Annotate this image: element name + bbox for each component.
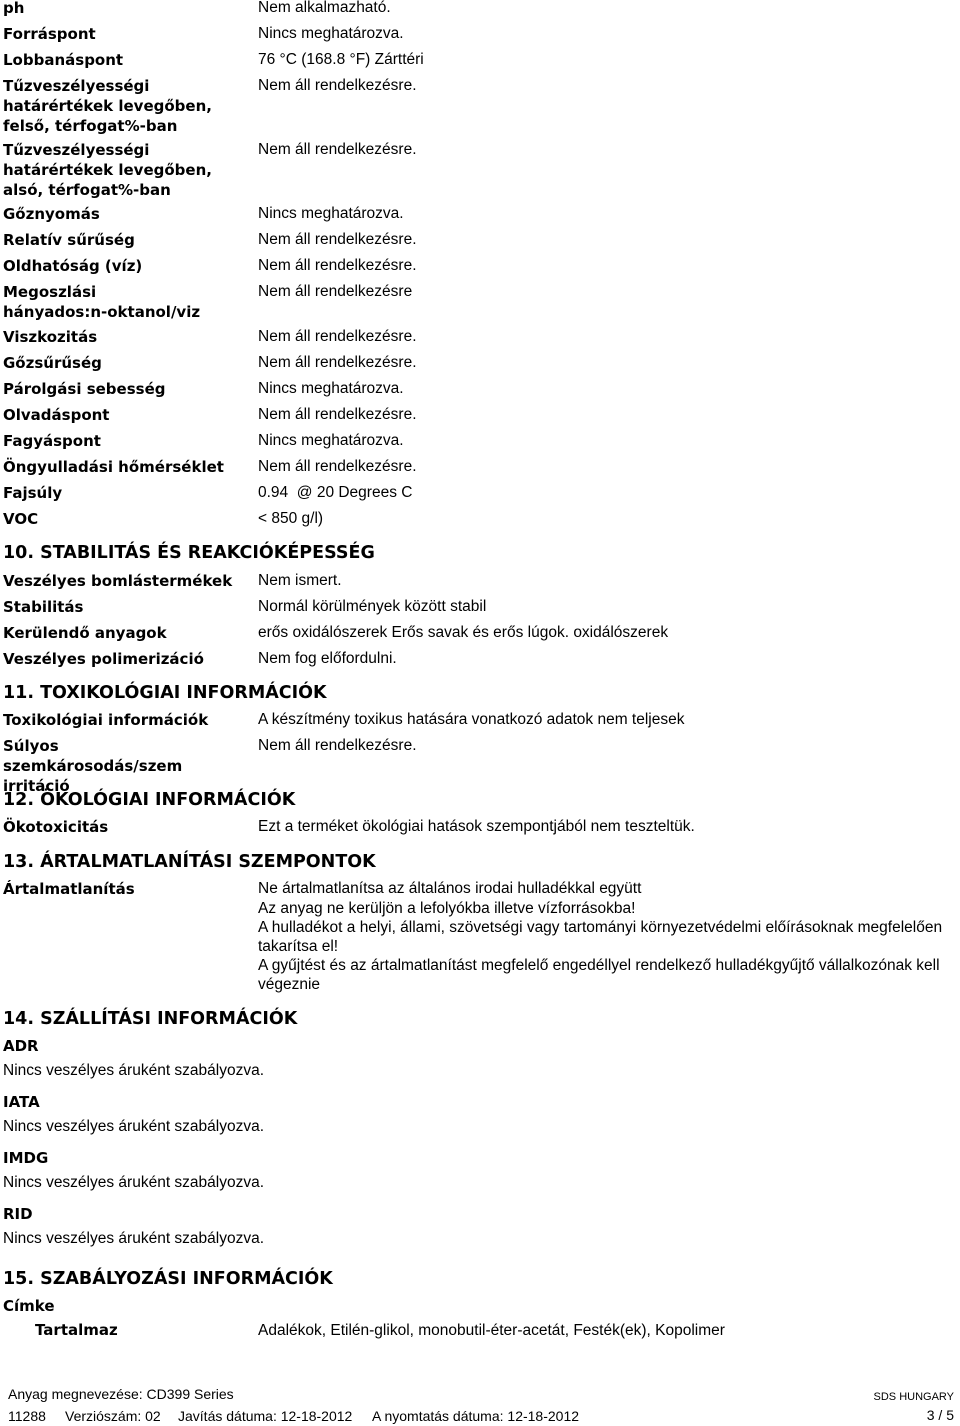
- property-value-parolgasi-sebesseg: Nincs meghatározva.: [258, 380, 404, 397]
- property-label-goznyomas: Gőznyomás: [3, 205, 100, 223]
- property-value-lower-flammability: Nem áll rendelkezésre.: [258, 141, 417, 158]
- transport-label-iata: IATA: [3, 1093, 40, 1111]
- property-label-olvadaspont: Olvadáspont: [3, 406, 110, 424]
- disposal-line-4: A gyűjtést és az ártalmatlanítást megfelelő engedéllyel rendelkező hulladékgyűjtő vállalkozónak kell végeznie: [258, 957, 940, 993]
- property-label-relativ-suruseg: Relatív sűrűség: [3, 231, 135, 249]
- property-value-oldhatosag: Nem áll rendelkezésre.: [258, 257, 417, 274]
- property-value-olvadaspont: Nem áll rendelkezésre.: [258, 406, 417, 423]
- stability-value-stabilitas: Normál körülmények között stabil: [258, 598, 487, 615]
- property-value-forraspont: Nincs meghatározva.: [258, 25, 404, 42]
- footer-version: Verziószám: 02: [65, 1408, 161, 1424]
- property-value-gozsuruseg: Nem áll rendelkezésre.: [258, 354, 417, 371]
- property-label-lobbanaspont: Lobbanáspont: [3, 51, 124, 69]
- property-label-oldhatosag: Oldhatóság (víz): [3, 257, 143, 275]
- property-label-gozsuruseg: Gőzsűrűség: [3, 354, 102, 372]
- property-label-voc: VOC: [3, 510, 39, 528]
- disposal-label: Ártalmatlanítás: [3, 880, 135, 898]
- regulatory-label-cimke: Címke: [3, 1297, 55, 1315]
- stability-label-polimerizacio: Veszélyes polimerizáció: [3, 650, 204, 668]
- property-label-parolgasi-sebesseg: Párolgási sebesség: [3, 380, 166, 398]
- transport-value-adr: Nincs veszélyes áruként szabályozva.: [3, 1062, 265, 1079]
- toxicology-value-info: A készítmény toxikus hatására vonatkozó adatok nem teljesek: [258, 711, 685, 728]
- transport-value-imdg: Nincs veszélyes áruként szabályozva.: [3, 1174, 265, 1191]
- property-value-relativ-suruseg: Nem áll rendelkezésre.: [258, 231, 417, 248]
- property-value-ongyulladasi-homerseklet: Nem áll rendelkezésre.: [258, 458, 417, 475]
- property-value-lobbanaspont: 76 °C (168.8 °F) Zárttéri: [258, 51, 424, 68]
- property-value-megoszlasi-hanyados: Nem áll rendelkezésre: [258, 283, 413, 300]
- transport-value-rid: Nincs veszélyes áruként szabályozva.: [3, 1230, 265, 1247]
- toxicology-label-info: Toxikológiai információk: [3, 711, 209, 729]
- section11-title: 11. TOXIKOLÓGIAI INFORMÁCIÓK: [3, 683, 327, 703]
- property-label-upper-flammability: Tűzveszélyességi határértékek levegőben, felső, térfogat%-ban: [3, 77, 212, 135]
- footer-product-name: Anyag megnevezése: CD399 Series: [8, 1386, 234, 1402]
- disposal-line-1: Ne ártalmatlanítsa az általános irodai hulladékkal együtt: [258, 880, 642, 897]
- section13-title: 13. ÁRTALMATLANÍTÁSI SZEMPONTOK: [3, 852, 376, 872]
- footer-revision-date: Javítás dátuma: 12-18-2012: [178, 1408, 353, 1424]
- property-label-megoszlasi-hanyados: Megoszlási hányados:n-oktanol/viz: [3, 283, 201, 321]
- ecology-value-okotoxicitas: Ezt a terméket ökológiai hatások szempontjából nem teszteltük.: [258, 818, 695, 835]
- property-value-goznyomas: Nincs meghatározva.: [258, 205, 404, 222]
- transport-label-imdg: IMDG: [3, 1149, 49, 1167]
- stability-label-bomlastermekek: Veszélyes bomlástermékek: [3, 572, 233, 590]
- section10-title: 10. STABILITÁS ÉS REAKCIÓKÉPESSÉG: [3, 543, 375, 563]
- section15-title: 15. SZABÁLYOZÁSI INFORMÁCIÓK: [3, 1269, 333, 1289]
- disposal-line-2: Az anyag ne kerüljön a lefolyókba illetve vízforrásokba!: [258, 900, 636, 917]
- footer-sds-label: SDS HUNGARY: [873, 1391, 954, 1403]
- regulatory-value-tartalmaz: Adalékok, Etilén-glikol, monobutil-éter-acetát, Festék(ek), Kopolimer: [258, 1322, 725, 1339]
- disposal-line-3: A hulladékot a helyi, állami, szövetségi vagy tartományi környezetvédelmi előírásoknak megfelelően takarítsa el!: [258, 919, 943, 955]
- stability-value-bomlastermekek: Nem ismert.: [258, 572, 342, 589]
- property-label-forraspont: Forráspont: [3, 25, 96, 43]
- stability-label-stabilitas: Stabilitás: [3, 598, 84, 616]
- property-value-viszkozitas: Nem áll rendelkezésre.: [258, 328, 417, 345]
- toxicology-label-eye: Súlyos szemkárosodás/szem irritáció: [3, 737, 183, 795]
- section12-title: 12. ÖKOLÓGIAI INFORMÁCIÓK: [3, 790, 296, 810]
- property-label-ph: ph: [3, 0, 25, 17]
- transport-label-rid: RID: [3, 1205, 33, 1223]
- transport-label-adr: ADR: [3, 1037, 39, 1055]
- property-label-fagyaspont: Fagyáspont: [3, 432, 101, 450]
- footer-doc-number: 11288: [8, 1408, 46, 1424]
- section14-title: 14. SZÁLLÍTÁSI INFORMÁCIÓK: [3, 1009, 298, 1029]
- transport-value-iata: Nincs veszélyes áruként szabályozva.: [3, 1118, 265, 1135]
- footer-print-date: A nyomtatás dátuma: 12-18-2012: [372, 1408, 580, 1424]
- property-value-ph: Nem alkalmazható.: [258, 0, 391, 16]
- ecology-label-okotoxicitas: Ökotoxicitás: [3, 818, 109, 836]
- stability-value-kerulendo: erős oxidálószerek Erős savak és erős lúgok. oxidálószerek: [258, 624, 669, 641]
- toxicology-value-eye: Nem áll rendelkezésre.: [258, 737, 417, 754]
- footer-page-number: 3 / 5: [926, 1407, 954, 1423]
- property-value-fajsuly: 0.94 @ 20 Degrees C: [258, 484, 413, 501]
- stability-value-polimerizacio: Nem fog előfordulni.: [258, 650, 397, 667]
- property-value-fagyaspont: Nincs meghatározva.: [258, 432, 404, 449]
- property-value-voc: < 850 g/l): [258, 510, 324, 527]
- regulatory-label-tartalmaz: Tartalmaz: [35, 1321, 118, 1339]
- property-value-upper-flammability: Nem áll rendelkezésre.: [258, 77, 417, 94]
- property-label-viszkozitas: Viszkozitás: [3, 328, 98, 346]
- property-label-lower-flammability: Tűzveszélyességi határértékek levegőben, alsó, térfogat%-ban: [3, 141, 212, 199]
- property-label-ongyulladasi-homerseklet: Öngyulladási hőmérséklet: [3, 458, 224, 476]
- stability-label-kerulendo: Kerülendő anyagok: [3, 624, 167, 642]
- property-label-fajsuly: Fajsúly: [3, 484, 63, 502]
